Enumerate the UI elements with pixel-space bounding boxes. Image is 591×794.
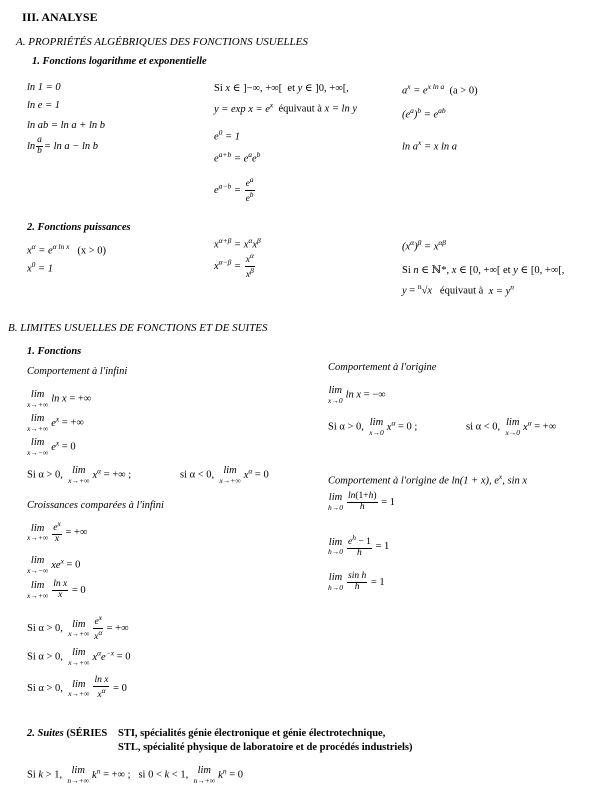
section-b-title: B. LIMITES USUELLES DE FONCTIONS ET DE SUITES — [8, 322, 268, 334]
heading-origine2: Comportement à l'origine de ln(1 + x), $e^x$, sin x — [328, 472, 528, 487]
text-et: et — [287, 83, 295, 94]
limit-sinh-over-h: lim h→0 $\frac{\text{sin h}}{h}$ = 1 — [328, 571, 385, 592]
formula-domain: Si x ∈ ]−∞, +∞[ et y ∈ ]0, +∞[, — [214, 83, 349, 94]
page-title: III. ANALYSE — [22, 10, 98, 24]
formula-xab: $(x^\alpha)^\beta = x^{\alpha\beta}$ — [402, 238, 447, 253]
limit-lnx-0: lim x→0 ln x = −∞ — [328, 385, 386, 405]
formula-eab: $(e^a)^b = e^{ab}$ — [402, 106, 446, 121]
limit-ex-inf: lim x→+∞ $e^x$ = +∞ — [27, 413, 84, 433]
heading-infini: Comportement à l'infini — [27, 366, 128, 377]
formula-lne: ln e = 1 — [27, 100, 61, 111]
text-equivaut: équivaut à — [278, 103, 322, 115]
limit-xalpha-pos: Si α > 0, lim x→+∞ $x^\alpha$ = +∞ ; — [27, 465, 132, 485]
heading-origine2-text: Comportement à l'origine de ln(1 + x), e — [328, 475, 499, 487]
subsection-b1-title: 1. Fonctions — [27, 346, 82, 357]
formula-ax: $a^x = e^{x ln a}$ (a > 0) — [402, 82, 478, 97]
subsection-b2-line2: STL, spécialité physique de laboratoire et de procédés industriels) — [118, 742, 413, 753]
formula-eapb: $e^{a+b} = e^ae^b$ — [214, 150, 261, 165]
limit-xalpha-0-pos: Si α > 0, lim x→0 $x^\alpha = 0$ ; — [328, 417, 418, 437]
formula-lnadivb: ln $\frac{a}{b}$ = ln a − ln b — [27, 135, 99, 156]
formula-xalpha: $x^\alpha = e^{\alpha ln x}$ (x > 0) — [27, 242, 107, 257]
formula-eamb: $e^{a-b}$ = $\frac{e^a}{e^b}$ — [214, 175, 254, 205]
limit-lnx-inf: lim x→+∞ ln x = +∞ — [27, 389, 92, 409]
limit-lnx-over-xalpha: Si α > 0, lim x→+∞ $\frac{\text{ln x}}{x^\alpha}$ = 0 — [27, 675, 127, 701]
limit-xalpha-neg: si α < 0, lim x→+∞ $x^\alpha = 0$ — [180, 465, 269, 485]
limit-xalpha-0-neg: si α < 0, lim x→0 $x^\alpha$ = +∞ — [466, 417, 557, 437]
limit-ex-minf: lim x→−∞ $e^x = 0$ — [27, 437, 76, 457]
limit-ln1h-over-h: lim h→0 $\frac{\ln(1+h)}{h}$ = 1 — [328, 491, 396, 512]
formula-lnab: ln ab = ln a + ln b — [27, 120, 106, 131]
formula-e0: $e^0 = 1$ — [214, 128, 241, 143]
subsection-a2-title: 2. Fonctions puissances — [27, 222, 131, 233]
heading-origine: Comportement à l'origine — [328, 362, 437, 373]
limit-eh-1-over-h: lim h→0 $\frac{e^h - 1}{h}$ = 1 — [328, 533, 390, 559]
limit-xalpha-emx: Si α > 0, lim x→+∞ $x^\alpha e^{-x} = 0$ — [27, 647, 131, 667]
limit-xex: lim x→−∞ $xe^x = 0$ — [27, 555, 81, 575]
formula-xamb: $x^{\alpha-\beta}$ = $\frac{x^\alpha}{x^\beta}$ — [214, 251, 254, 281]
subsection-b2-title — [27, 728, 107, 739]
subsection-b2-series: (SÉRIES — [66, 728, 108, 739]
subsection-a1-title: 1. Fonctions logarithme et exponentielle — [32, 56, 207, 67]
limit-ex-over-xalpha: Si α > 0, lim x→+∞ $\frac{e^x}{x^\alpha}$ = +∞ — [27, 613, 129, 643]
heading-origine2-text-b: , sin x — [502, 475, 528, 487]
formula-lnax: $\ln a^x = x$ ln a — [402, 138, 458, 153]
formula-nroot: y = $^n$√x équivaut à $x = y^n$ — [402, 282, 515, 297]
formula-x0: $x^0 = 1$ — [27, 260, 54, 275]
formula-nroot-domain: Si n ∈ ℕ*, x ∈ [0, +∞[ et y ∈ [0, +∞[, — [402, 265, 565, 276]
subsection-b2-label: 2. Suites — [27, 728, 64, 739]
limit-kn: Si k > 1, lim n→+∞ $k^n$ = +∞ ; si 0 < k < 1, lim n→+∞ $k^n = 0$ — [27, 765, 243, 785]
formula-ln1: ln 1 = 0 — [27, 82, 61, 93]
section-a-title: A. PROPRIÉTÉS ALGÉBRIQUES DES FONCTIONS USUELLES — [16, 36, 308, 48]
limit-lnx-over-x: lim x→+∞ $\frac{\text{ln x}}{x}$ = 0 — [27, 579, 86, 600]
formula-exp-equiv: $y = \exp x = e^x$ équivaut à x = ln y — [214, 100, 357, 115]
subsection-b2-line1: STI, spécialités génie électronique et génie électrotechnique, — [118, 728, 386, 739]
text-si: Si — [214, 83, 223, 94]
limit-ex-over-x: lim x→+∞ $\frac{e^x}{x}$ = +∞ — [27, 519, 88, 545]
heading-croissances: Croissances comparées à l'infini — [27, 500, 164, 511]
formula-xapb: $x^{\alpha+\beta} = x^\alpha x^\beta$ — [214, 236, 261, 251]
